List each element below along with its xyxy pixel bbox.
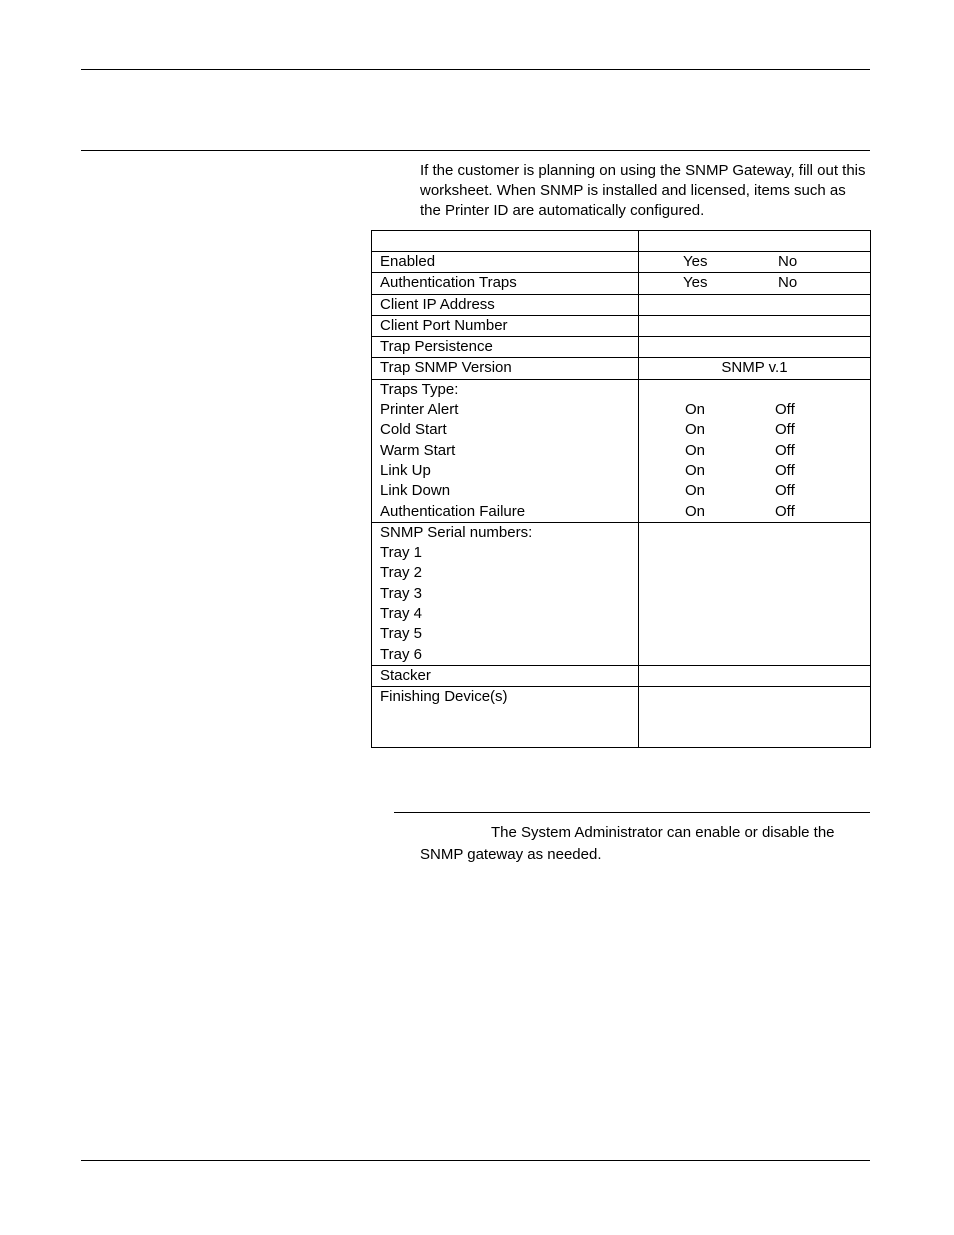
trap-label-printer-alert: Printer Alert [380, 401, 459, 419]
tray-label: Tray 3 [380, 584, 422, 602]
row-label-stacker: Stacker [372, 665, 639, 686]
link-up-on: On [685, 461, 706, 479]
auth-traps-no-option: No [778, 274, 798, 292]
tray-label: Tray 5 [380, 625, 422, 643]
table-row [372, 687, 871, 748]
auth-traps-yes-option: Yes [683, 274, 708, 292]
row-label-finishing-devices: Finishing Device(s) [372, 687, 639, 748]
cold-start-on: On [685, 421, 706, 439]
table-row [372, 252, 871, 273]
tray-label: Tray 1 [380, 544, 422, 562]
note-rule [394, 812, 870, 813]
printer-alert-on: On [685, 401, 706, 419]
top-rule [81, 69, 870, 70]
note-text: The System Administrator can enable or disable the SNMP gateway as needed. [420, 824, 835, 863]
table-row [372, 358, 871, 379]
link-up-off: Off [775, 461, 795, 479]
snmp-worksheet-table [371, 230, 871, 748]
row-label-enabled: Enabled [372, 252, 639, 273]
warm-start-off: Off [775, 441, 795, 459]
trap-label-warm-start: Warm Start [380, 441, 456, 459]
section-rule [81, 150, 870, 151]
client-ip-value-cell [639, 294, 871, 315]
table-row [372, 315, 871, 336]
link-down-off: Off [775, 482, 795, 500]
row-label-authentication-traps: Authentication Traps [372, 273, 639, 294]
enabled-yes-option: Yes [683, 253, 708, 270]
trap-label-cold-start: Cold Start [380, 421, 447, 439]
serial-numbers-title: SNMP Serial numbers: [380, 523, 533, 541]
stacker-value-cell [639, 665, 871, 686]
traps-type-labels [372, 379, 639, 522]
finishing-devices-value-cell [639, 687, 871, 748]
table-row [372, 273, 871, 294]
table-row [372, 665, 871, 686]
trap-label-authentication-failure: Authentication Failure [380, 502, 526, 520]
printer-alert-off: Off [775, 401, 795, 419]
trap-label-link-down: Link Down [380, 482, 451, 500]
trap-label-link-up: Link Up [380, 461, 431, 479]
tray-label: Tray 6 [380, 645, 422, 663]
link-down-on: On [685, 482, 706, 500]
traps-type-options [639, 379, 871, 522]
table-header-row [372, 231, 871, 252]
trap-snmp-version-value: SNMP v.1 [639, 358, 871, 379]
table-row [372, 294, 871, 315]
authentication-failure-on: On [685, 502, 706, 520]
header-cell-1 [372, 231, 639, 252]
traps-type-title: Traps Type: [380, 380, 459, 398]
authentication-failure-off: Off [775, 502, 795, 520]
serial-numbers-labels [372, 522, 639, 665]
row-label-client-ip: Client IP Address [372, 294, 639, 315]
client-port-value-cell [639, 315, 871, 336]
table-row [372, 337, 871, 358]
row-label-trap-persistence: Trap Persistence [372, 337, 639, 358]
serial-numbers-value-cell [639, 522, 871, 665]
intro-text: If the customer is planning on using the SNMP Gateway, fill out this worksheet. When SNMP is installed and licensed, items such as the Printer ID are automatically configured. [420, 162, 866, 219]
warm-start-on: On [685, 441, 706, 459]
row-label-client-port: Client Port Number [372, 315, 639, 336]
row-label-trap-snmp-version: Trap SNMP Version [372, 358, 639, 379]
bottom-rule [81, 1160, 870, 1161]
table-row-serial-numbers [372, 522, 871, 665]
cold-start-off: Off [775, 421, 795, 439]
header-cell-2 [639, 231, 871, 252]
table-row-traps-type [372, 379, 871, 522]
tray-label: Tray 2 [380, 564, 422, 582]
tray-label: Tray 4 [380, 605, 422, 623]
trap-persistence-value-cell [639, 337, 871, 358]
enabled-no-option: No [778, 253, 798, 270]
